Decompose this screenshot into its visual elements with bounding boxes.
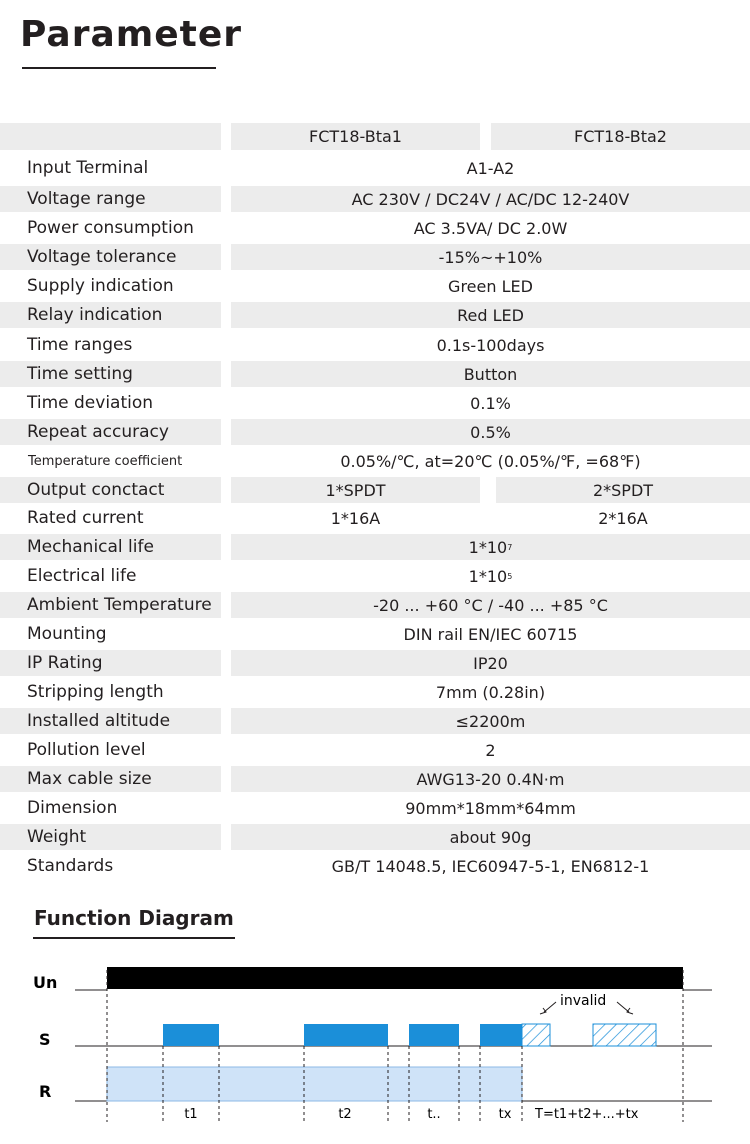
spec-value: [231, 824, 750, 850]
spec-label: Repeat accuracy: [0, 419, 221, 445]
spec-value-text: -20 ... +60 °C / -40 ... +85 °C: [373, 595, 608, 615]
spec-value: [231, 332, 750, 358]
spec-value: [231, 650, 750, 676]
spec-label: Relay indication: [0, 302, 221, 328]
spec-value-text: 1*10: [468, 566, 508, 586]
spec-row: [0, 419, 750, 445]
spec-value: [231, 244, 750, 270]
model-header-1: FCT18-Bta1: [231, 123, 480, 150]
spec-row: [0, 448, 750, 474]
spec-value-model-2: 2*16A: [598, 508, 648, 528]
period-t2-label: t2: [338, 1107, 352, 1122]
spec-value-text: 0.05%/℃, at=20℃ (0.05%/℉, =68℉): [340, 451, 641, 471]
spec-row: [0, 737, 750, 763]
spec-value-text: Red LED: [457, 305, 524, 325]
spec-row: [0, 302, 750, 328]
spec-label: Voltage range: [0, 186, 221, 212]
spec-row: [0, 244, 750, 270]
spec-value-text: 2: [485, 740, 496, 760]
period-t1-label: t1: [184, 1107, 198, 1122]
spec-label: Installed altitude: [0, 708, 221, 734]
invalid-arrow-left-icon: [544, 1002, 556, 1012]
spec-row: [0, 592, 750, 618]
page-title: Parameter: [20, 14, 243, 55]
spec-row: [0, 679, 750, 705]
spec-value-text: 7mm (0.28in): [435, 682, 546, 702]
spec-row: [0, 390, 750, 416]
spec-value-text: 0.1%: [470, 393, 511, 413]
spec-row: [0, 563, 750, 589]
spec-row: [0, 534, 750, 560]
spec-label: Time deviation: [27, 393, 154, 413]
spec-label: Mechanical life: [0, 534, 221, 560]
spec-label: Dimension: [27, 798, 118, 818]
spec-value-text: 90mm*18mm*64mm: [405, 798, 576, 818]
spec-label: Stripping length: [27, 682, 164, 702]
s-pulse-1: [163, 1024, 219, 1046]
spec-label: Electrical life: [27, 566, 137, 586]
spec-value: [231, 621, 750, 647]
spec-value: [231, 390, 750, 416]
spec-value: [231, 302, 750, 328]
spec-value-text: Green LED: [448, 276, 533, 296]
spec-value: [231, 795, 750, 821]
spec-value-text: AC 3.5VA/ DC 2.0W: [413, 218, 568, 238]
period-tdots-label: t..: [427, 1107, 441, 1122]
s-invalid-pulse-2: [593, 1024, 656, 1046]
invalid-arrow-right-icon: [617, 1002, 629, 1012]
spec-label: IP Rating: [0, 650, 221, 676]
title-underline: [22, 67, 216, 69]
spec-value-model-1: 1*16A: [330, 508, 381, 528]
spec-value-text: AC 230V / DC24V / AC/DC 12-240V: [351, 189, 630, 209]
spec-row: [0, 505, 750, 531]
spec-label: Power consumption: [27, 218, 194, 238]
header-blank-cell: [0, 123, 221, 150]
spec-label: Input Terminal: [27, 158, 149, 178]
spec-value: [231, 215, 750, 241]
model-header-2: FCT18-Bta2: [491, 123, 750, 150]
spec-value: [231, 361, 750, 387]
spec-row: [0, 273, 750, 299]
spec-label: Pollution level: [27, 740, 146, 760]
spec-value-text: Button: [463, 364, 518, 384]
spec-row: [0, 650, 750, 676]
spec-label: Supply indication: [27, 276, 174, 296]
spec-row: [0, 708, 750, 734]
relay-on-bar: [107, 1067, 522, 1101]
spec-label: Ambient Temperature: [0, 592, 221, 618]
spec-row: [0, 853, 750, 879]
spec-value: [231, 534, 750, 560]
r-signal-label: R: [39, 1082, 52, 1101]
spec-row: [0, 361, 750, 387]
spec-value-model-2: 2*SPDT: [496, 477, 750, 503]
spec-value-text: 0.5%: [470, 422, 511, 442]
spec-value-exponent: 5: [507, 571, 513, 581]
s-pulse-2: [304, 1024, 388, 1046]
spec-row: [0, 186, 750, 212]
spec-row: [0, 332, 750, 358]
function-diagram-underline: [33, 937, 235, 939]
s-pulse-3: [409, 1024, 459, 1046]
spec-value-text: 0.1s-100days: [436, 335, 545, 355]
total-time-formula: T=t1+t2+...+tx: [535, 1107, 639, 1122]
spec-value-text: 1*10: [468, 537, 508, 557]
spec-value: [231, 708, 750, 734]
spec-value-text: about 90g: [449, 827, 532, 847]
spec-row: [0, 621, 750, 647]
spec-label: Standards: [27, 856, 114, 876]
period-tx-label: tx: [498, 1107, 512, 1122]
spec-value: [231, 853, 750, 879]
spec-value-text: ≤2200m: [455, 711, 526, 731]
spec-value-text: -15%~+10%: [438, 247, 543, 267]
spec-label: Time ranges: [27, 335, 133, 355]
spec-label: Mounting: [27, 624, 107, 644]
spec-value-exponent: 7: [507, 542, 513, 552]
function-diagram-title: Function Diagram: [34, 906, 234, 930]
spec-row: [0, 824, 750, 850]
spec-label: Time setting: [0, 361, 221, 387]
spec-row: [0, 477, 750, 503]
spec-value: [231, 155, 750, 181]
spec-value: [231, 563, 750, 589]
spec-value-text: IP20: [473, 653, 508, 673]
s-pulse-4: [480, 1024, 522, 1046]
spec-row: [0, 766, 750, 792]
spec-label: Temperature coefficient: [28, 453, 183, 469]
spec-row: [0, 155, 750, 181]
spec-label: Weight: [0, 824, 221, 850]
spec-value-model-1: 1*SPDT: [231, 477, 480, 503]
un-signal-label: Un: [33, 973, 58, 992]
spec-value: [231, 737, 750, 763]
spec-label: Rated current: [27, 508, 144, 528]
spec-label: Voltage tolerance: [0, 244, 221, 270]
spec-value-text: AWG13-20 0.4N·m: [416, 769, 565, 789]
spec-value: [231, 186, 750, 212]
spec-value-text: A1-A2: [466, 158, 515, 178]
spec-value: [231, 592, 750, 618]
spec-label: Max cable size: [0, 766, 221, 792]
spec-value: [231, 419, 750, 445]
invalid-label: invalid: [560, 993, 607, 1009]
spec-value: [231, 273, 750, 299]
spec-value: [231, 679, 750, 705]
function-diagram: [0, 950, 750, 1144]
spec-value-text: DIN rail EN/IEC 60715: [403, 624, 578, 644]
spec-value: [231, 766, 750, 792]
spec-row: [0, 795, 750, 821]
spec-value-text: GB/T 14048.5, IEC60947-5-1, EN6812-1: [331, 856, 650, 876]
spec-row: [0, 215, 750, 241]
s-invalid-pulse-1: [522, 1024, 550, 1046]
spec-label: Output conctact: [0, 477, 221, 503]
spec-value: [231, 448, 750, 474]
supply-on-bar: [107, 967, 683, 989]
s-signal-label: S: [39, 1030, 51, 1049]
